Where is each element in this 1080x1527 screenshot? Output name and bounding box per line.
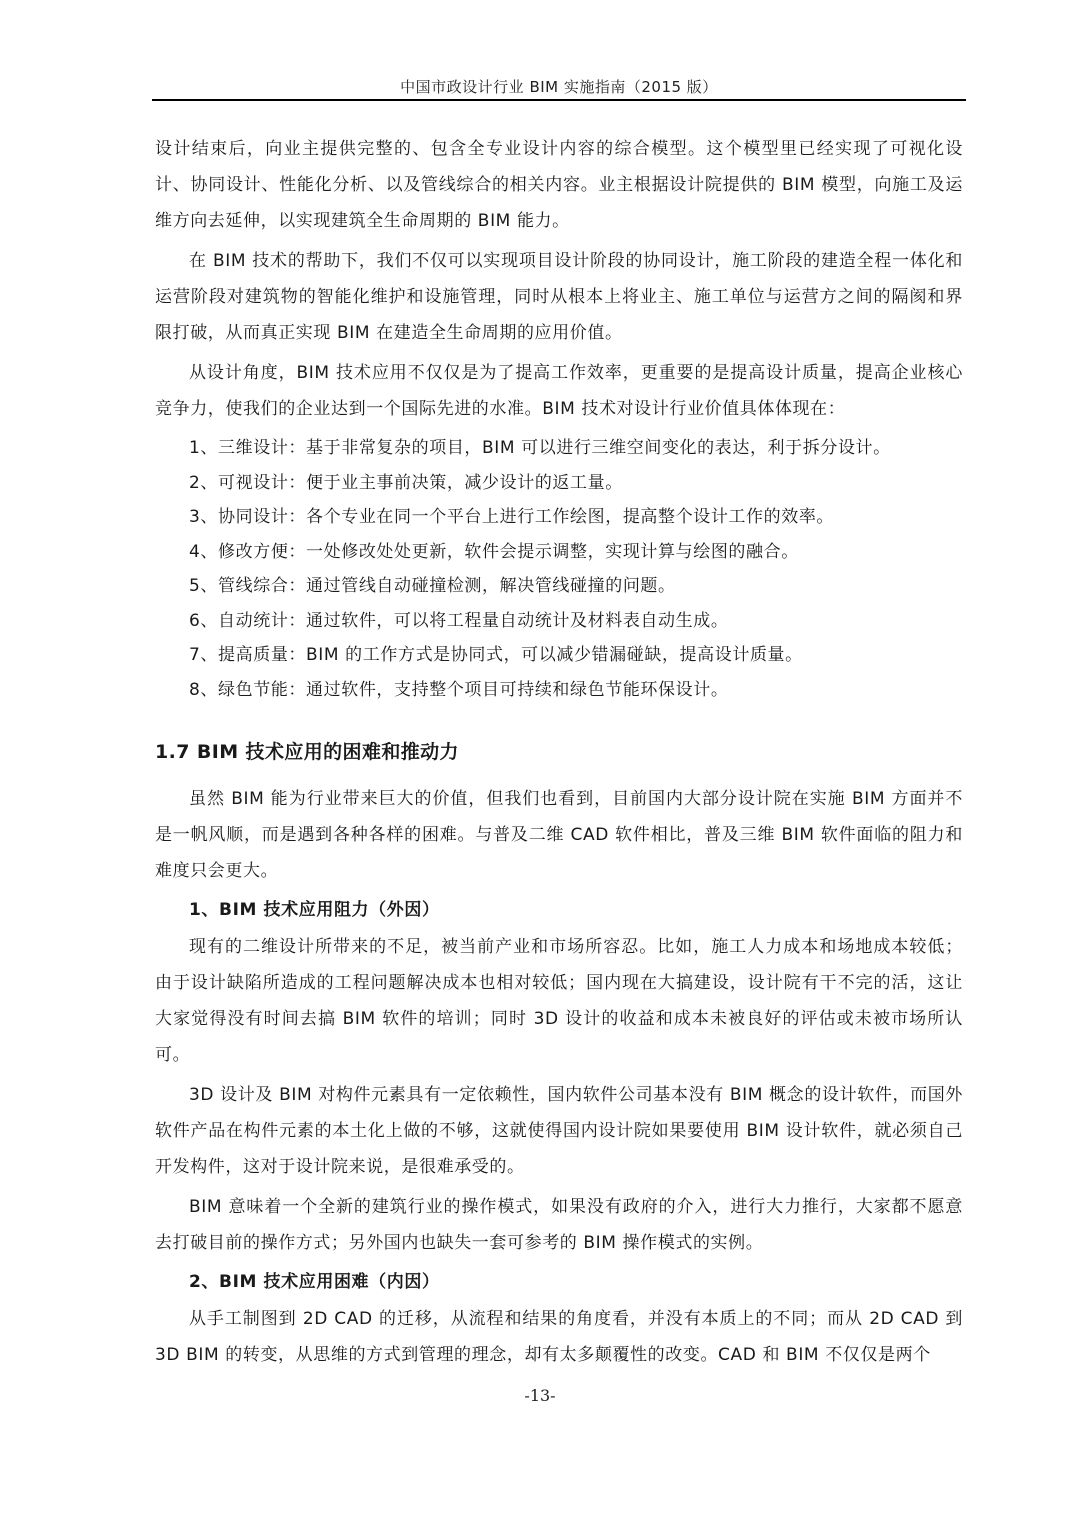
section-heading: 1.7 BIM 技术应用的困难和推动力 bbox=[155, 741, 459, 763]
internal-paragraph-1: 从手工制图到 2D CAD 的迁移，从流程和结果的角度看，并没有本质上的不同；而从 2D CAD 到 3D BIM 的转变，从思维的方式到管理的理念，却有太多颠覆性的改变。CAD 和 BIM 不仅仅是两个 bbox=[155, 1309, 963, 1365]
list-item: 4、修改方便：一处修改处处更新，软件会提示调整，实现计算与绘图的融合。 bbox=[189, 541, 799, 562]
header-rule bbox=[152, 99, 966, 101]
page-body bbox=[155, 131, 963, 1377]
external-paragraph-1: 现有的二维设计所带来的不足，被当前产业和市场所容忍。比如，施工人力成本和场地成本较低；由于设计缺陷所造成的工程问题解决成本也相对较低；国内现在大搞建设，设计院有干不完的活，这让大家觉得没有时间去搞 BIM 软件的培训；同时 3D 设计的收益和成本未被良好的评估或未被市场所认可。 bbox=[155, 937, 963, 1065]
intro-paragraph-2: 在 BIM 技术的帮助下，我们不仅可以实现项目设计阶段的协同设计，施工阶段的建造全程一体化和运营阶段对建筑物的智能化维护和设施管理，同时从根本上将业主、施工单位与运营方之间的隔阂和界限打破，从而真正实现 BIM 在建造全生命周期的应用价值。 bbox=[155, 251, 963, 343]
intro-paragraph-1: 设计结束后，向业主提供完整的、包含全专业设计内容的综合模型。这个模型里已经实现了可视化设计、协同设计、性能化分析、以及管线综合的相关内容。业主根据设计院提供的 BIM 模型，向施工及运维方向去延伸，以实现建筑全生命周期的 BIM 能力。 bbox=[155, 139, 963, 231]
subsection-heading-external: 1、BIM 技术应用阻力（外因） bbox=[189, 900, 440, 920]
list-item: 7、提高质量：BIM 的工作方式是协同式，可以减少错漏碰缺，提高设计质量。 bbox=[189, 645, 803, 665]
value-list bbox=[155, 431, 963, 707]
external-paragraph-3: BIM 意味着一个全新的建筑行业的操作模式，如果没有政府的介入，进行大力推行，大家都不愿意去打破目前的操作方式；另外国内也缺失一套可参考的 BIM 操作模式的实例。 bbox=[155, 1197, 963, 1253]
external-paragraph-2: 3D 设计及 BIM 对构件元素具有一定依赖性，国内软件公司基本没有 BIM 概念的设计软件，而国外软件产品在构件元素的本土化上做的不够，这就使得国内设计院如果要使用 BIM 设计软件，就必须自己开发构件，这对于设计院来说，是很难承受的。 bbox=[155, 1085, 963, 1177]
intro-paragraph-3: 从设计角度，BIM 技术应用不仅仅是为了提高工作效率，更重要的是提高设计质量，提高企业核心竞争力，使我们的企业达到一个国际先进的水准。BIM 技术对设计行业价值具体体现在： bbox=[155, 363, 963, 419]
list-item: 5、管线综合：通过管线自动碰撞检测，解决管线碰撞的问题。 bbox=[189, 576, 676, 596]
running-header: 中国市政设计行业 BIM 实施指南（2015 版） bbox=[400, 78, 718, 96]
subsection-heading-internal: 2、BIM 技术应用困难（内因） bbox=[189, 1272, 440, 1292]
list-item: 2、可视设计：便于业主事前决策，减少设计的返工量。 bbox=[189, 472, 623, 493]
page-number: -13- bbox=[524, 1386, 556, 1405]
list-item: 8、绿色节能：通过软件，支持整个项目可持续和绿色节能环保设计。 bbox=[189, 679, 729, 700]
list-item: 3、协同设计：各个专业在同一个平台上进行工作绘图，提高整个设计工作的效率。 bbox=[189, 507, 835, 527]
section-intro-paragraph: 虽然 BIM 能为行业带来巨大的价值，但我们也看到，目前国内大部分设计院在实施 BIM 方面并不是一帆风顺，而是遇到各种各样的困难。与普及二维 CAD 软件相比，普及三维 BIM 软件面临的阻力和难度只会更大。 bbox=[155, 789, 963, 881]
list-item: 1、三维设计：基于非常复杂的项目，BIM 可以进行三维空间变化的表达，利于拆分设计。 bbox=[189, 438, 891, 458]
list-item: 6、自动统计：通过软件，可以将工程量自动统计及材料表自动生成。 bbox=[189, 610, 729, 631]
